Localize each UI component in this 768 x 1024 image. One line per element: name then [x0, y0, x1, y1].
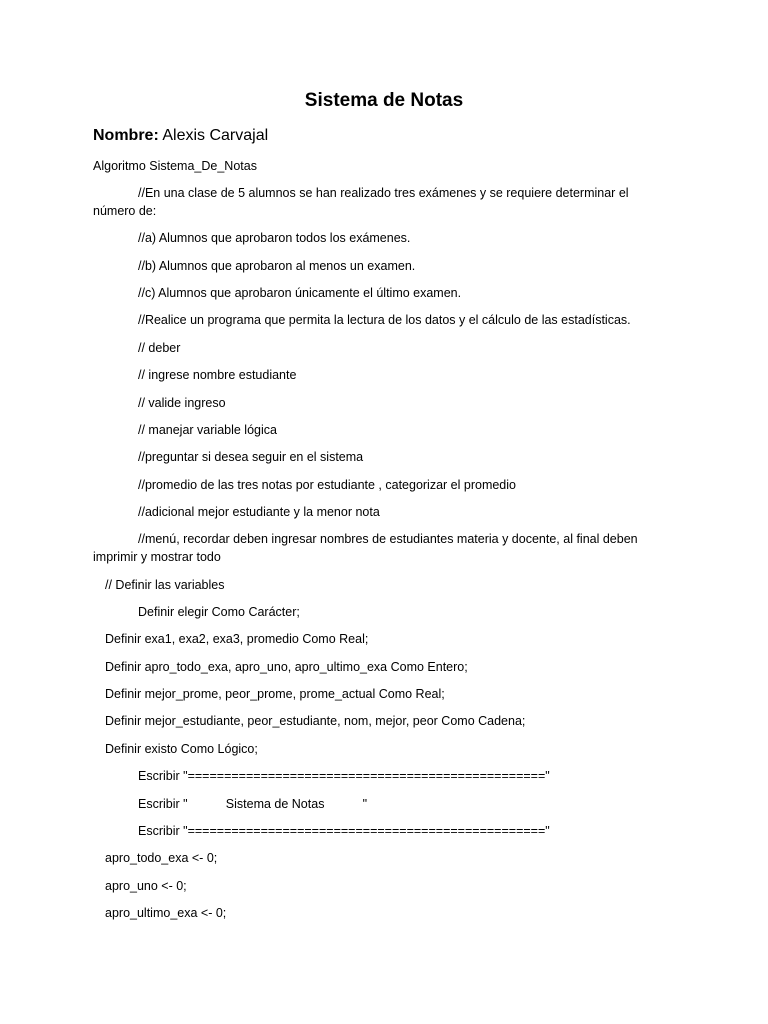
algorithm-header: Algoritmo Sistema_De_Notas	[93, 159, 257, 173]
comment-line: //adicional mejor estudiante y la menor nota	[138, 505, 380, 519]
comment-line: //preguntar si desea seguir en el sistema	[138, 450, 364, 464]
comment-line: //Realice un programa que permita la lectura de los datos y el cálculo de las estadísticas.	[138, 313, 631, 327]
code-line: Definir mejor_estudiante, peor_estudiante, nom, mejor, peor Como Cadena;	[105, 714, 526, 728]
comment-line: // deber	[138, 341, 181, 355]
comment-line-continuation: imprimir y mostrar todo	[93, 550, 221, 564]
comment-line: //c) Alumnos que aprobaron únicamente el último examen.	[138, 286, 462, 300]
code-line: Escribir " Sistema de Notas "	[138, 797, 368, 811]
code-line: apro_todo_exa <- 0;	[105, 851, 218, 865]
page-title: Sistema de Notas	[304, 90, 464, 111]
comment-line: // Definir las variables	[105, 578, 225, 592]
comment-line: //menú, recordar deben ingresar nombres de estudiantes materia y docente, al final deben	[138, 532, 638, 546]
comment-line: // manejar variable lógica	[138, 423, 277, 437]
author-name: Alexis Carvajal	[162, 127, 269, 144]
code-line: Definir existo Como Lógico;	[105, 742, 258, 756]
code-line: Definir mejor_prome, peor_prome, prome_actual Como Real;	[105, 687, 445, 701]
comment-line: // valide ingreso	[138, 396, 226, 410]
code-line: apro_uno <- 0;	[105, 879, 187, 893]
author-label: Nombre:	[93, 127, 159, 144]
author-line	[93, 126, 268, 146]
comment-line-continuation: número de:	[93, 204, 157, 218]
comment-line: //En una clase de 5 alumnos se han realizado tres exámenes y se requiere determinar el	[138, 186, 629, 200]
code-line: Escribir "================================================="	[138, 769, 550, 783]
code-line: Definir apro_todo_exa, apro_uno, apro_ultimo_exa Como Entero;	[105, 660, 468, 674]
code-line: apro_ultimo_exa <- 0;	[105, 906, 227, 920]
comment-line: //promedio de las tres notas por estudiante , categorizar el promedio	[138, 478, 516, 492]
code-line: Definir elegir Como Carácter;	[138, 605, 300, 619]
comment-line: //a) Alumnos que aprobaron todos los exámenes.	[138, 231, 411, 245]
comment-line: // ingrese nombre estudiante	[138, 368, 297, 382]
code-line: Definir exa1, exa2, exa3, promedio Como Real;	[105, 632, 369, 646]
code-line: Escribir "================================================="	[138, 824, 550, 838]
comment-line: //b) Alumnos que aprobaron al menos un examen.	[138, 259, 416, 273]
